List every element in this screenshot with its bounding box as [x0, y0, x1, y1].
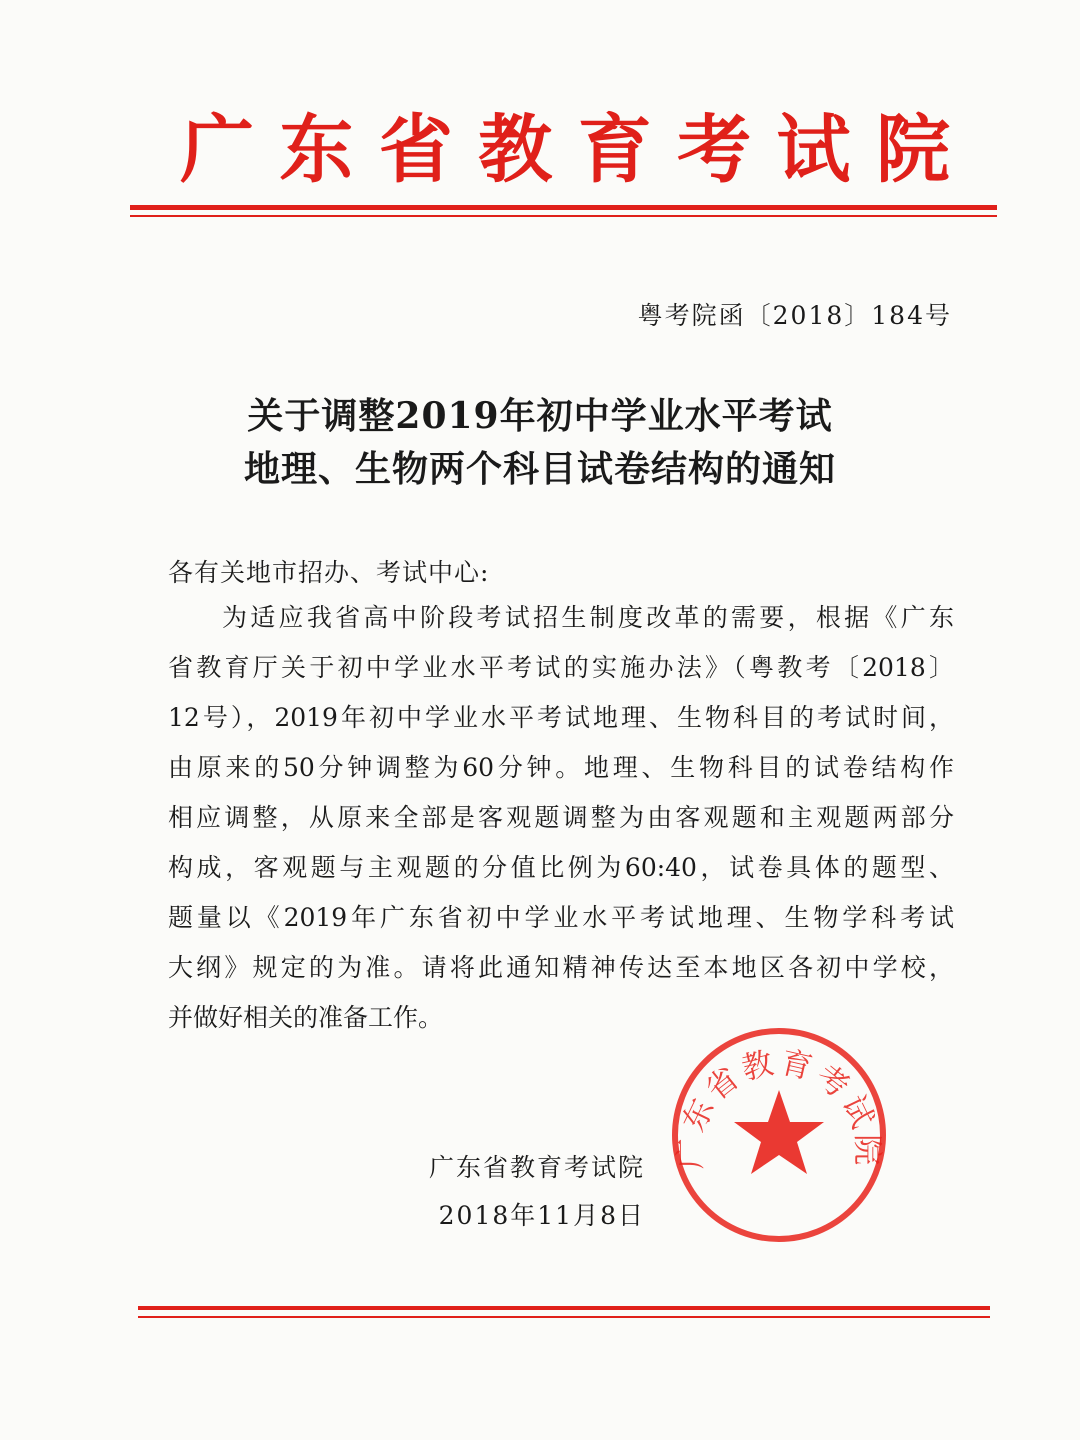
letterhead-char: 教 — [478, 107, 553, 193]
letterhead-char: 育 — [577, 107, 652, 193]
letterhead-char: 试 — [776, 107, 851, 193]
seal-text: 广东省教育考试院 — [672, 1044, 886, 1170]
footer-rule-thin — [138, 1316, 990, 1318]
letterhead-char: 广 — [180, 107, 254, 193]
document-number: 粤考院函〔2018〕184号 — [637, 301, 952, 330]
body-line: 并做好相关的准备工作。 — [168, 1003, 444, 1032]
body-line: 题量以《2019年广东省初中学业水平考试地理、生物学科考试 — [168, 903, 954, 932]
body-line: 省教育厅关于初中学业水平考试的实施办法》（粤教考〔2018〕 — [168, 653, 954, 682]
letterhead-char: 院 — [875, 107, 950, 193]
signature-org: 广东省教育考试院 — [428, 1153, 645, 1182]
seal-star-icon — [734, 1090, 824, 1174]
footer-rule-thick — [138, 1306, 990, 1310]
body-line: 由原来的50分钟调整为60分钟。地理、生物科目的试卷结构作 — [168, 753, 954, 782]
title-line-2: 地理、生物两个科目试卷结构的通知 — [243, 448, 836, 490]
letterhead-char: 省 — [378, 107, 453, 193]
official-seal — [668, 1024, 890, 1246]
salutation: 各有关地市招办、考试中心: — [168, 558, 490, 587]
body-line: 12号），2019年初中学业水平考试地理、生物科目的考试时间， — [168, 703, 954, 732]
letterhead-org-name — [180, 100, 950, 200]
body-line: 相应调整，从原来全部是客观题调整为由客观题和主观题两部分 — [168, 803, 954, 832]
signature-date: 2018年11月8日 — [438, 1201, 645, 1230]
title-line-1: 关于调整2019年初中学业水平考试 — [247, 395, 833, 437]
header-rule-thin — [130, 215, 997, 217]
body-line: 构成，客观题与主观题的分值比例为60:40，试卷具体的题型、 — [168, 853, 954, 882]
letterhead-char: 东 — [279, 107, 354, 193]
letterhead-char: 考 — [677, 107, 752, 193]
body-line: 为适应我省高中阶段考试招生制度改革的需要，根据《广东 — [222, 603, 954, 632]
header-rule-thick — [130, 205, 997, 210]
body-line: 大纲》规定的为准。请将此通知精神传达至本地区各初中学校， — [168, 953, 954, 982]
